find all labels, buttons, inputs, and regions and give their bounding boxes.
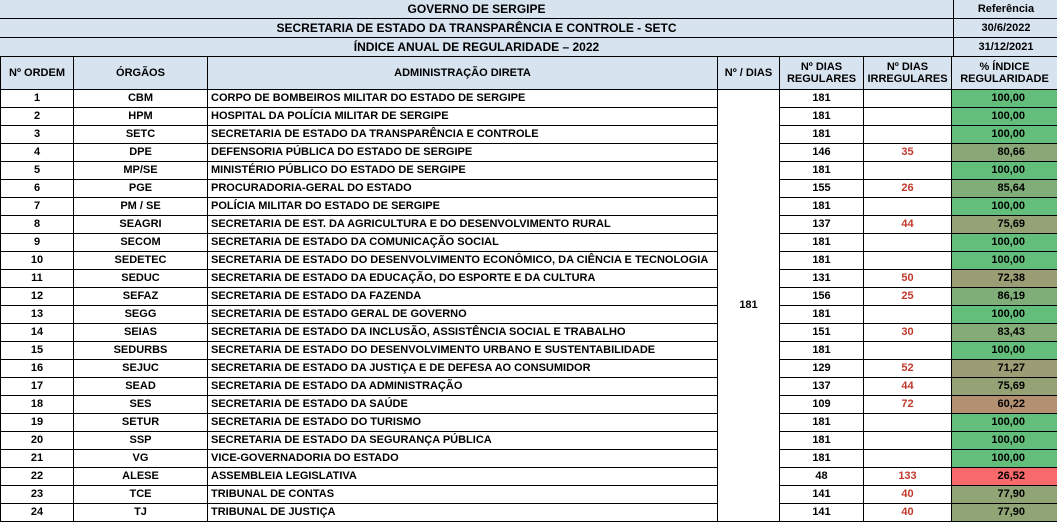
cell-sigla: VG — [74, 450, 208, 468]
table-row — [1, 270, 1057, 288]
cell-irregulares — [864, 162, 952, 180]
cell-indice: 100,00 — [952, 162, 1057, 180]
cell-nome: SECRETARIA DE ESTADO DA TRANSPARÊNCIA E CONTROLE — [208, 126, 718, 144]
cell-irregulares — [864, 450, 952, 468]
cell-nome: HOSPITAL DA POLÍCIA MILITAR DE SERGIPE — [208, 108, 718, 126]
cell-regulares: 181 — [780, 414, 864, 432]
cell-regulares: 181 — [780, 432, 864, 450]
cell-irregulares: 30 — [864, 324, 952, 342]
cell-sigla: DPE — [74, 144, 208, 162]
cell-nome: ASSEMBLEIA LEGISLATIVA — [208, 468, 718, 486]
cell-ordem: 20 — [1, 432, 74, 450]
cell-irregulares — [864, 432, 952, 450]
cell-irregulares — [864, 126, 952, 144]
cell-sigla: SEJUC — [74, 360, 208, 378]
cell-regulares: 137 — [780, 216, 864, 234]
col-header-indice: % ÍNDICE REGULARIDADE — [952, 57, 1057, 90]
reference-label: Referência — [953, 0, 1057, 19]
cell-ordem: 6 — [1, 180, 74, 198]
cell-sigla: ALESE — [74, 468, 208, 486]
cell-regulares: 181 — [780, 306, 864, 324]
table-row — [1, 126, 1057, 144]
cell-irregulares: 40 — [864, 504, 952, 522]
table-row — [1, 108, 1057, 126]
table-row — [1, 252, 1057, 270]
col-header-ordem: Nº ORDEM — [1, 57, 74, 90]
cell-ordem: 21 — [1, 450, 74, 468]
cell-nome: SECRETARIA DE ESTADO DA SEGURANÇA PÚBLICA — [208, 432, 718, 450]
cell-ordem: 17 — [1, 378, 74, 396]
cell-indice: 100,00 — [952, 234, 1057, 252]
cell-regulares: 181 — [780, 198, 864, 216]
table-row — [1, 324, 1057, 342]
cell-indice: 71,27 — [952, 360, 1057, 378]
table-body — [1, 90, 1057, 522]
cell-irregulares — [864, 234, 952, 252]
cell-nome: SECRETARIA DE ESTADO DA INCLUSÃO, ASSISTÊNCIA SOCIAL E TRABALHO — [208, 324, 718, 342]
cell-sigla: SETC — [74, 126, 208, 144]
cell-sigla: SECOM — [74, 234, 208, 252]
cell-irregulares — [864, 108, 952, 126]
cell-nome: DEFENSORIA PÚBLICA DO ESTADO DE SERGIPE — [208, 144, 718, 162]
cell-irregulares — [864, 198, 952, 216]
cell-sigla: SEFAZ — [74, 288, 208, 306]
cell-regulares: 141 — [780, 504, 864, 522]
cell-sigla: PGE — [74, 180, 208, 198]
table-row — [1, 198, 1057, 216]
cell-regulares: 146 — [780, 144, 864, 162]
cell-sigla: SEIAS — [74, 324, 208, 342]
cell-sigla: CBM — [74, 90, 208, 108]
cell-sigla: HPM — [74, 108, 208, 126]
cell-regulares: 155 — [780, 180, 864, 198]
cell-nome: SECRETARIA DE ESTADO DA SAÚDE — [208, 396, 718, 414]
cell-indice: 86,19 — [952, 288, 1057, 306]
cell-indice: 100,00 — [952, 342, 1057, 360]
cell-regulares: 181 — [780, 126, 864, 144]
cell-irregulares: 40 — [864, 486, 952, 504]
cell-ordem: 15 — [1, 342, 74, 360]
cell-nome: SECRETARIA DE ESTADO DA EDUCAÇÃO, DO ESPORTE E DA CULTURA — [208, 270, 718, 288]
cell-ordem: 1 — [1, 90, 74, 108]
table-row — [1, 468, 1057, 486]
cell-sigla: SEDUC — [74, 270, 208, 288]
cell-regulares: 181 — [780, 252, 864, 270]
cell-indice: 26,52 — [952, 468, 1057, 486]
title-government: GOVERNO DE SERGIPE — [0, 0, 953, 19]
cell-regulares: 181 — [780, 234, 864, 252]
cell-sigla: TJ — [74, 504, 208, 522]
cell-ordem: 10 — [1, 252, 74, 270]
cell-nome: MINISTÉRIO PÚBLICO DO ESTADO DE SERGIPE — [208, 162, 718, 180]
cell-ordem: 5 — [1, 162, 74, 180]
cell-indice: 100,00 — [952, 414, 1057, 432]
cell-regulares: 137 — [780, 378, 864, 396]
cell-indice: 100,00 — [952, 450, 1057, 468]
cell-irregulares: 44 — [864, 378, 952, 396]
cell-regulares: 141 — [780, 486, 864, 504]
cell-irregulares: 35 — [864, 144, 952, 162]
cell-irregulares — [864, 414, 952, 432]
cell-nome: SECRETARIA DE ESTADO DO DESENVOLVIMENTO ECONÔMICO, DA CIÊNCIA E TECNOLOGIA — [208, 252, 718, 270]
cell-indice: 100,00 — [952, 198, 1057, 216]
cell-ordem: 18 — [1, 396, 74, 414]
cell-nome: SECRETARIA DE ESTADO DA ADMINISTRAÇÃO — [208, 378, 718, 396]
cell-nome: POLÍCIA MILITAR DO ESTADO DE SERGIPE — [208, 198, 718, 216]
cell-indice: 100,00 — [952, 306, 1057, 324]
table-row — [1, 162, 1057, 180]
cell-irregulares: 52 — [864, 360, 952, 378]
cell-regulares: 181 — [780, 450, 864, 468]
table-row — [1, 432, 1057, 450]
cell-irregulares — [864, 90, 952, 108]
cell-irregulares: 44 — [864, 216, 952, 234]
reference-date-2: 31/12/2021 — [953, 38, 1057, 57]
cell-ordem: 8 — [1, 216, 74, 234]
title-secretariat: SECRETARIA DE ESTADO DA TRANSPARÊNCIA E CONTROLE - SETC — [0, 19, 953, 38]
col-header-irregulares: Nº DIAS IRREGULARES — [864, 57, 952, 90]
cell-ordem: 4 — [1, 144, 74, 162]
regularity-table — [0, 56, 1057, 522]
cell-nome: TRIBUNAL DE JUSTIÇA — [208, 504, 718, 522]
cell-nome: VICE-GOVERNADORIA DO ESTADO — [208, 450, 718, 468]
cell-indice: 100,00 — [952, 252, 1057, 270]
table-row — [1, 306, 1057, 324]
cell-irregulares: 72 — [864, 396, 952, 414]
cell-ordem: 3 — [1, 126, 74, 144]
cell-total-days: 181 — [718, 90, 780, 522]
cell-sigla: SEDURBS — [74, 342, 208, 360]
cell-ordem: 2 — [1, 108, 74, 126]
cell-indice: 72,38 — [952, 270, 1057, 288]
cell-regulares: 181 — [780, 108, 864, 126]
cell-sigla: MP/SE — [74, 162, 208, 180]
cell-nome: SECRETARIA DE ESTADO DO TURISMO — [208, 414, 718, 432]
reference-date-1: 30/6/2022 — [953, 19, 1057, 38]
cell-sigla: SSP — [74, 432, 208, 450]
cell-indice: 100,00 — [952, 126, 1057, 144]
cell-irregulares: 25 — [864, 288, 952, 306]
table-row — [1, 378, 1057, 396]
cell-indice: 75,69 — [952, 378, 1057, 396]
cell-nome: TRIBUNAL DE CONTAS — [208, 486, 718, 504]
cell-ordem: 7 — [1, 198, 74, 216]
table-row — [1, 90, 1057, 108]
cell-indice: 80,66 — [952, 144, 1057, 162]
title-index: ÍNDICE ANUAL DE REGULARIDADE – 2022 — [0, 38, 953, 57]
cell-regulares: 131 — [780, 270, 864, 288]
cell-ordem: 16 — [1, 360, 74, 378]
cell-nome: SECRETARIA DE ESTADO DA FAZENDA — [208, 288, 718, 306]
table-row — [1, 504, 1057, 522]
table-row — [1, 360, 1057, 378]
cell-indice: 77,90 — [952, 486, 1057, 504]
cell-nome: SECRETARIA DE EST. DA AGRICULTURA E DO DESENVOLVIMENTO RURAL — [208, 216, 718, 234]
table-row — [1, 450, 1057, 468]
table-row — [1, 486, 1057, 504]
table-row — [1, 216, 1057, 234]
cell-nome: SECRETARIA DE ESTADO DO DESENVOLVIMENTO URBANO E SUSTENTABILIDADE — [208, 342, 718, 360]
cell-ordem: 14 — [1, 324, 74, 342]
cell-regulares: 151 — [780, 324, 864, 342]
cell-indice: 83,43 — [952, 324, 1057, 342]
table-row — [1, 396, 1057, 414]
cell-indice: 60,22 — [952, 396, 1057, 414]
cell-nome: SECRETARIA DE ESTADO DA COMUNICAÇÃO SOCIAL — [208, 234, 718, 252]
cell-irregulares: 50 — [864, 270, 952, 288]
cell-ordem: 19 — [1, 414, 74, 432]
cell-sigla: PM / SE — [74, 198, 208, 216]
cell-indice: 100,00 — [952, 108, 1057, 126]
cell-irregulares — [864, 306, 952, 324]
col-header-orgaos: ÓRGÃOS — [74, 57, 208, 90]
cell-irregulares — [864, 342, 952, 360]
cell-irregulares: 133 — [864, 468, 952, 486]
table-header-row — [1, 57, 1057, 90]
cell-sigla: SEAGRI — [74, 216, 208, 234]
cell-nome: CORPO DE BOMBEIROS MILITAR DO ESTADO DE SERGIPE — [208, 90, 718, 108]
cell-indice: 85,64 — [952, 180, 1057, 198]
cell-ordem: 9 — [1, 234, 74, 252]
col-header-regulares: Nº DIAS REGULARES — [780, 57, 864, 90]
cell-ordem: 23 — [1, 486, 74, 504]
cell-irregulares: 26 — [864, 180, 952, 198]
table-row — [1, 180, 1057, 198]
cell-ordem: 24 — [1, 504, 74, 522]
cell-sigla: TCE — [74, 486, 208, 504]
table-row — [1, 288, 1057, 306]
cell-indice: 100,00 — [952, 432, 1057, 450]
cell-sigla: SETUR — [74, 414, 208, 432]
cell-regulares: 156 — [780, 288, 864, 306]
table-row — [1, 342, 1057, 360]
cell-sigla: SEGG — [74, 306, 208, 324]
cell-regulares: 181 — [780, 162, 864, 180]
cell-regulares: 48 — [780, 468, 864, 486]
cell-irregulares — [864, 252, 952, 270]
cell-ordem: 11 — [1, 270, 74, 288]
table-row — [1, 144, 1057, 162]
cell-regulares: 181 — [780, 342, 864, 360]
cell-ordem: 22 — [1, 468, 74, 486]
cell-sigla: SES — [74, 396, 208, 414]
cell-nome: SECRETARIA DE ESTADO DA JUSTIÇA E DE DEFESA AO CONSUMIDOR — [208, 360, 718, 378]
col-header-admin: ADMINISTRAÇÃO DIRETA — [208, 57, 718, 90]
cell-ordem: 13 — [1, 306, 74, 324]
cell-indice: 100,00 — [952, 90, 1057, 108]
table-row — [1, 234, 1057, 252]
cell-nome: SECRETARIA DE ESTADO GERAL DE GOVERNO — [208, 306, 718, 324]
cell-ordem: 12 — [1, 288, 74, 306]
cell-indice: 77,90 — [952, 504, 1057, 522]
cell-regulares: 181 — [780, 90, 864, 108]
cell-regulares: 129 — [780, 360, 864, 378]
cell-regulares: 109 — [780, 396, 864, 414]
table-row — [1, 414, 1057, 432]
cell-indice: 75,69 — [952, 216, 1057, 234]
cell-sigla: SEAD — [74, 378, 208, 396]
cell-nome: PROCURADORIA-GERAL DO ESTADO — [208, 180, 718, 198]
col-header-dias: Nº / DIAS — [718, 57, 780, 90]
cell-sigla: SEDETEC — [74, 252, 208, 270]
